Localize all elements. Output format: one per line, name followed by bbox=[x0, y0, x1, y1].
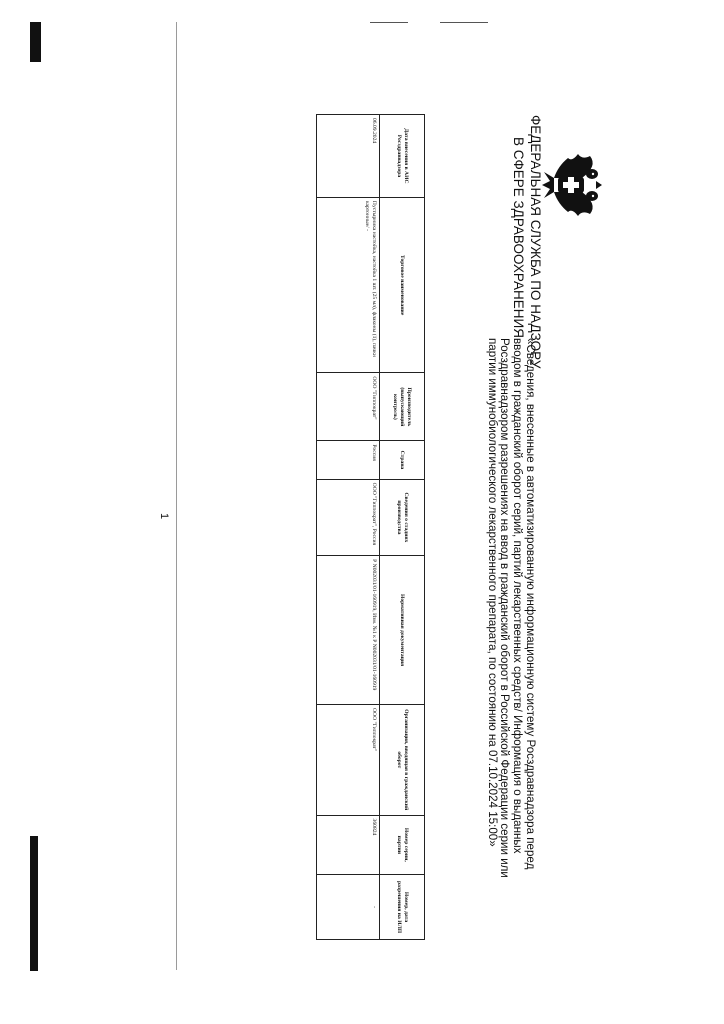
column-header: Дата внесения в АИС Росздравнадзора bbox=[380, 115, 425, 198]
cell-trade-name: Пустырника настойка, настойка 1 шт. (25 мл), флаконы (1), пачки картонные/ - bbox=[317, 197, 380, 372]
notice-paragraph: «Сведения, внесенные в автоматизированную информационную систему Росздравнадзора перед вводом в гражданский оборот серий, партий лекарственных средств/ Информация о выданных Росздравнадзором разрешениях на ввод в гражданский оборот в Российской Федерации серии или партии иммунобиологического лекарственного препарата, по состоянию на 07.10.2024 15:00» bbox=[485, 338, 537, 878]
table-header-row bbox=[380, 115, 425, 940]
cell-batch-number: 360824 bbox=[317, 815, 380, 875]
agency-name-line2: В СФЕРЕ ЗДРАВООХРАНЕНИЯ bbox=[511, 137, 526, 338]
table-row bbox=[317, 115, 380, 940]
column-header: Организация, вводящая в гражданский оборот bbox=[380, 704, 425, 815]
column-header: Номер серии, партии bbox=[380, 815, 425, 875]
column-header: Сведения о стадиях производства bbox=[380, 479, 425, 556]
cell-manufacturer: ООО "Гиппократ" bbox=[317, 373, 380, 441]
cell-permit: - bbox=[317, 875, 380, 940]
column-header: Страна bbox=[380, 441, 425, 479]
column-header: Номер, дата разрешения на ИЛП bbox=[380, 875, 425, 940]
agency-name-line1: ФЕДЕРАЛЬНАЯ СЛУЖБА ПО НАДЗОРУ bbox=[528, 115, 543, 369]
column-header: Нормативная документация bbox=[380, 556, 425, 705]
registry-table bbox=[316, 114, 425, 940]
double-headed-eagle-emblem-icon bbox=[538, 148, 612, 222]
column-header: Торговое наименование bbox=[380, 197, 425, 372]
cell-entry-date: 06.09.2024 bbox=[317, 115, 380, 198]
cell-production-stages: ООО "Гиппократ", Россия bbox=[317, 479, 380, 556]
notice-text bbox=[485, 338, 536, 898]
page-number: 1 bbox=[158, 513, 170, 520]
cell-normative-docs: Р N002031/01-160919, Изм. №1 к Р N002031/01-160919 bbox=[317, 556, 380, 705]
cell-country: Россия bbox=[317, 441, 380, 479]
cell-distributor: ООО "Гиппократ" bbox=[317, 704, 380, 815]
column-header: Производитель (выпускающий контроль) bbox=[380, 373, 425, 441]
